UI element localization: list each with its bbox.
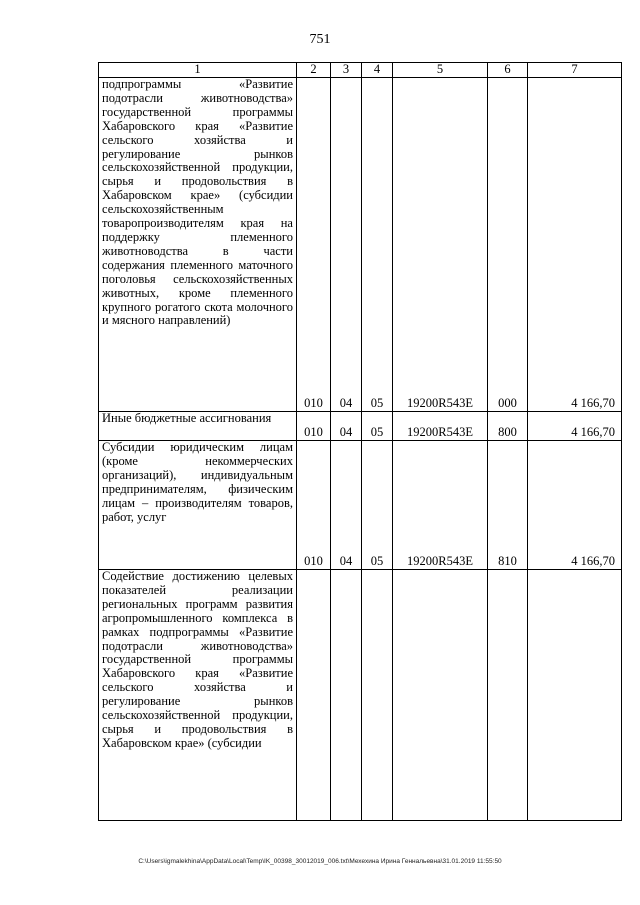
cell-ministry-code: 010 [297,78,331,412]
cell-amount: 4 166,70 [528,441,622,570]
row-description: подпрограммы «Развитие подотрасли животноводства» государственной программы Хабаровского края «Развитие сельского хозяйства и регулирование рынков сельскохозяйственной продукции, сырья и продовольствия в Хабаровском крае» (субсидии сельскохозяйственным товаропроизводителям края на поддержку племенного животноводства в части содержания племенного маточного поголовья сельскохозяйственных животных, кроме племенного крупного рогатого скота молочного и мясного направлений) [99,78,297,412]
cell-subsection-code: 05 [362,412,393,441]
cell-subsection-code: 05 [362,78,393,412]
cell-expense-type: 800 [488,412,528,441]
table-row [99,441,622,570]
row-description: Субсидии юридическим лицам (кроме некоммерческих организаций), индивидуальным предпринимателям, физическим лицам – производителям товаров, работ, услуг [99,441,297,570]
page-number: 751 [309,32,331,47]
cell-amount: 4 166,70 [528,412,622,441]
column-header: 7 [528,63,622,78]
cell-ministry-code: 010 [297,412,331,441]
column-header: 3 [331,63,362,78]
budget-table [98,62,622,821]
cell-expense-type: 000 [488,78,528,412]
table-row [99,570,622,821]
column-header: 4 [362,63,393,78]
cell-section-code: 04 [331,78,362,412]
cell-target-article [393,570,488,821]
column-header: 5 [393,63,488,78]
table-row [99,78,622,412]
cell-amount: 4 166,70 [528,78,622,412]
cell-expense-type: 810 [488,441,528,570]
cell-ministry-code: 010 [297,441,331,570]
cell-subsection-code [362,570,393,821]
cell-target-article: 19200R543E [393,441,488,570]
row-description: Содействие достижению целевых показателей реализации региональных программ развития агропромышленного комплекса в рамках подпрограммы «Развитие подотрасли животноводства» государственной программы Хабаровского края «Развитие сельского хозяйства и регулирование рынков сельскохозяйственной продукции, сырья и продовольствия в Хабаровском крае» (субсидии [99,570,297,821]
file-path-footer: C:\Users\igmalekhina\AppData\Local\Temp\IK_00398_30012019_006.txt\Мехехина Ирина Геннальевна\31.01.2019 11:55:50 [138,858,502,865]
row-description: Иные бюджетные ассигнования [99,412,297,441]
cell-subsection-code: 05 [362,441,393,570]
table-header-row [99,63,622,78]
cell-expense-type [488,570,528,821]
cell-ministry-code [297,570,331,821]
cell-target-article: 19200R543E [393,412,488,441]
cell-section-code: 04 [331,441,362,570]
cell-section-code: 04 [331,412,362,441]
cell-section-code [331,570,362,821]
cell-amount [528,570,622,821]
column-header: 6 [488,63,528,78]
column-header: 1 [99,63,297,78]
column-header: 2 [297,63,331,78]
table-row [99,412,622,441]
cell-target-article: 19200R543E [393,78,488,412]
